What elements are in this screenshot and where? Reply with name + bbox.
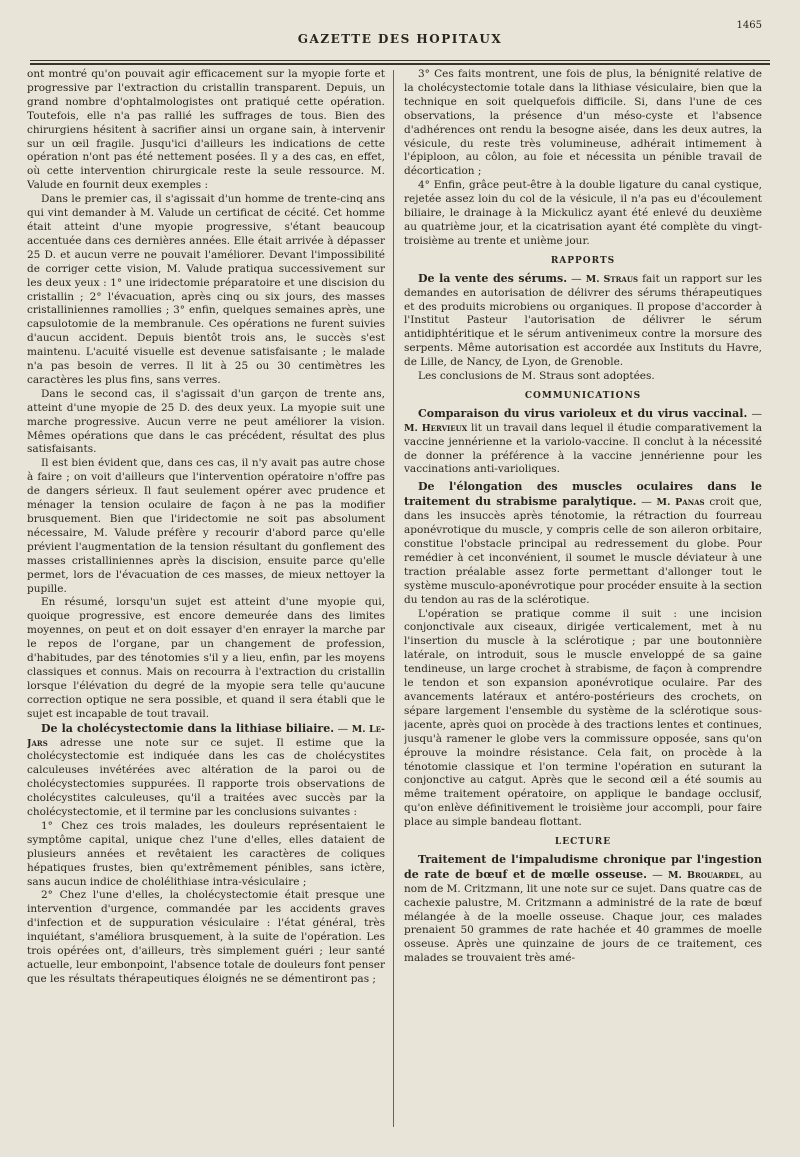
page-title: GAZETTE DES HOPITAUX bbox=[297, 32, 503, 46]
running-head bbox=[30, 20, 770, 50]
paragraph: En résumé, lorsqu'un sujet est atteint d'une myopie qui, quoique progressive, est encore demeurée dans des limites moyennes, on peut et on doit essayer d'en enrayer la marche par le repos de l'organe, par un changement de profession, d'habitudes, par des ténotomies s'il y a lieu, enfin, par les moyens classiques et connus. Mais on recourra à l'extraction du cristallin lorsque l'élévation du degré de la myopie sera telle qu'aucune correction optique ne sera possible, et quand il sera établi que le sujet est incapable de tout travail. bbox=[27, 596, 385, 720]
article-text: , au nom de M. Critzmann, lit une note sur ce sujet. Dans quatre cas de cachexie palustre, M. Critzmann a administré de la rate de bœuf mélangée à de la moelle osseuse. Chaque jour, ces malades prenaient 50 grammes de rate hachée et 40 grammes de moelle osseuse. Après une quinzaine de jours de ce traitement, ces malades se trouvaient très amé- bbox=[404, 868, 762, 965]
column-divider bbox=[393, 70, 394, 1127]
paragraph: Dans le premier cas, il s'agissait d'un homme de trente-cinq ans qui vint demander à M. Valude un certificat de cécité. Cet homme était atteint d'une myopie progressive, s'étant beaucoup accentuée dans ces dernières années. Elle était arrivée à dépasser 25 D. et aucun verre ne pouvait l'améliorer. Devant l'impossibilité de corriger cette vision, M. Valude pratiqua successivement sur les deux yeux : 1° une iridectomie préparatoire et une discision du cristallin ; 2° l'évacuation, après cinq ou six jours, des masses cristalliniennes ramollies ; 3° enfin, quelques semaines après, une capsulotomie de la membranule. Ces opérations ne furent suivies d'aucun accident. Depuis bientôt trois ans, le succès s'est maintenu. L'acuité visuelle est devenue satisfaisante ; le malade n'a pas besoin de verres. Il lit à 25 ou 30 centimètres les caractères les plus fins, sans verres. bbox=[27, 193, 385, 386]
article-virus bbox=[404, 407, 762, 478]
article-title: Traitement de l'impaludisme chronique par l'ingestion de rate de bœuf et de mœlle osseuse. bbox=[404, 852, 762, 881]
article-title: De la cholécystectomie dans la lithiase biliaire. bbox=[41, 721, 335, 735]
article-author: M. Hervieux bbox=[404, 422, 468, 434]
title-dash: — bbox=[334, 722, 352, 735]
article-title: Comparaison du virus varioleux et du virus vaccinal. bbox=[418, 406, 748, 420]
paragraph: Dans le second cas, il s'agissait d'un garçon de trente ans, atteint d'une myopie de 25 D. des deux yeux. La myopie suit une marche progressive. Aucun verre ne peut améliorer la vision. Mêmes opérations que dans le cas précédent, résultat des plus satisfaisants. bbox=[27, 387, 385, 456]
article-author: M. Le-Jars bbox=[27, 723, 385, 749]
article-title: De l'élongation des muscles oculaires dans le traitement du strabisme paralytique. bbox=[404, 480, 762, 509]
conclusion-item: 1° Chez ces trois malades, les douleurs représentaient le symptôme capital, unique chez l'une d'elles, elles dataient de plusieurs années et revêtaient les caractères de coliques hépatiques frustes, bien qu'extrêmement pénibles, sans ictère, sans aucun indice de cholélithiase intra-vésiculaire ; bbox=[27, 819, 385, 888]
article-text: adresse une note sur ce sujet. Il estime que la cholécystectomie est indiquée dans les cas de cholécystites calculeuses invétérées avec altération de la paroi ou de cholécystectomies suppurées. Il rapporte trois observations de cholécystites calculeuses, qu'il a traitées avec succès par la cholécystectomie, et il termine par les conclusions suivantes : bbox=[27, 736, 385, 819]
article-author: M. Brouardel bbox=[667, 869, 741, 881]
article-text: lit un travail dans lequel il étudie comparativement la vaccine jennérienne et la variolo-vaccine. Il conclut à la nécessité de donner la préférence à la vaccine jennérienne pour les vaccinations anti-varioliques. bbox=[404, 421, 762, 476]
article-text: croit que, dans les insuccès après ténotomie, la rétraction du fourreau aponévrotique du muscle, y compris celle de son aileron orbitaire, constitue l'obstacle principal au redressement du globe. Pour remédier à cet inconvénient, il soumet le muscle déviateur à une traction préalable assez forte permettant d'allonger tout le système musculo-aponévrotique pour procéder ensuite à la section du tendon au ras de la sclérotique. bbox=[404, 496, 762, 606]
conclusion-item: 2° Chez l'une d'elles, la cholécystectomie était presque une intervention d'urgence, commandée par les accidents graves d'infection et de suppuration vésiculaire : l'état général, très inquiétant, s'améliora brusquement, à la suite de l'opération. Les trois opérées ont, d'ailleurs, très simplement guéri ; leur santé actuelle, leur embonpoint, l'absence totale de douleurs font penser que les résultats thérapeutiques éloignés ne se démentiront pas ; bbox=[27, 889, 385, 985]
paragraph: ont montré qu'on pouvait agir efficacement sur la myopie forte et progressive par l'extraction du cristallin transparent. Depuis, un grand nombre d'ophtalmologistes ont pratiqué cette opération. Toutefois, elle n'a pas rallié les suffrages de tous. Bien des chirurgiens hésitent à sacrifier ainsi un organe sain, à intervenir sur un œil fragile. Jusqu'ici d'ailleurs les indications de cette opération n'ont pas été nettement posées. Il y a des cas, en effet, où cette intervention chirurgicale reste la seule ressource. M. Valude en fournit deux exemples : bbox=[27, 68, 385, 192]
article-title: De la vente des sérums. bbox=[418, 271, 568, 285]
title-dash: — bbox=[567, 272, 586, 285]
title-dash: — bbox=[747, 407, 762, 420]
title-dash: — bbox=[646, 868, 668, 881]
article-text: fait un rapport sur les demandes en autorisation de délivrer des sérums thérapeutiques et des produits microbiens ou organiques. Il propose d'accorder à l'Institut Pasteur l'autorisation de délivrer le sérum antidiphtéritique et le sérum antivenimeux contre la morsure des serpents. Même autorisation est accordée aux Instituts du Havre, de Lille, de Nancy, de Lyon, de Grenoble. bbox=[404, 272, 762, 369]
paragraph: Les conclusions de M. Straus sont adoptées. bbox=[418, 370, 655, 383]
paragraph: Il est bien évident que, dans ces cas, il n'y avait pas autre chose à faire ; on voit d'ailleurs que l'intervention opératoire n'offre pas de dangers sérieux. Il faut seulement opérer avec prudence et ménager la tension oculaire de façon à ne pas la modifier brusquement. Bien que l'iridectomie ne soit pas absolument nécessaire, M. Valude préfère y recourir d'abord parce qu'elle prévient l'augmentation de la tension résultant du gonflement des masses cristalliniennes après la discision, ensuite parce qu'elle permet, lors de l'évacuation de ces masses, de mieux nettoyer la pupille. bbox=[27, 457, 385, 595]
page-number: 1465 bbox=[736, 20, 762, 31]
header-rule-thick bbox=[30, 63, 770, 65]
article-cholecystectomie bbox=[27, 722, 385, 820]
right-column bbox=[404, 68, 762, 1137]
conclusion-item: 3° Ces faits montrent, une fois de plus, la bénignité relative de la cholécystectomie totale dans la lithiase vésiculaire, bien que la technique en soit quelquefois difficile. Si, dans l'une de ces observations, la présence d'un méso-cyste et l'absence d'adhérences ont rendu la besogne aisée, dans les deux autres, la vésicule, du reste très volumineuse, adhérait intimement à l'épiploon, au côlon, au foie et nécessita un pénible travail de décortication ; bbox=[404, 68, 762, 178]
title-dash: — bbox=[636, 496, 657, 509]
conclusion-item: 4° Enfin, grâce peut-être à la double ligature du canal cystique, rejetée assez loin du col de la vésicule, il n'a pas eu d'écoulement biliaire, le drainage à la Mickulicz ayant été enlevé du deuxième au quatrième jour, et la cicatrisation ayant été complète du vingt-troisième au trente et unième jour. bbox=[404, 179, 762, 247]
article-impaludisme bbox=[404, 853, 762, 966]
paragraph: L'opération se pratique comme il suit : une incision conjonctivale aux ciseaux, dirigée verticalement, met à nu l'insertion du muscle à la sclérotique ; par une boutonnière latérale, on introduit, sous le muscle enveloppé de sa gaine tendineuse, un large crochet à strabisme, de façon à comprendre le tendon et son expansion aponévrotique oculaire. Par des avancements latéraux et antéro-postérieurs des crochets, on sépare largement l'ensemble du système de la sclérotique sous-jacente, après quoi on procède à des tractions lentes et continues, jusqu'à ramener le globe vers la commissure opposée, sans qu'on éprouve la moindre résistance. Cela fait, on procède à la ténotomie classique et l'on termine l'opération en suturant la conjonctive au catgut. Après que le second œil a été soumis au même traitement opératoire, on applique le bandage occlusif, qu'on enlève définitivement le troisième jour accompli, pour faire place au simple bandeau flottant. bbox=[404, 607, 762, 829]
section-heading-lecture: LECTURE bbox=[554, 837, 612, 848]
article-author: M. Panas bbox=[656, 497, 705, 509]
article-strabisme bbox=[404, 480, 762, 607]
header-rule-thin bbox=[30, 60, 770, 61]
article-author: M. Straus bbox=[585, 273, 639, 285]
section-heading-communications: COMMUNICATIONS bbox=[524, 390, 642, 401]
left-column bbox=[27, 68, 385, 1137]
section-heading-rapports: RAPPORTS bbox=[550, 255, 616, 266]
article-serums bbox=[404, 272, 762, 370]
